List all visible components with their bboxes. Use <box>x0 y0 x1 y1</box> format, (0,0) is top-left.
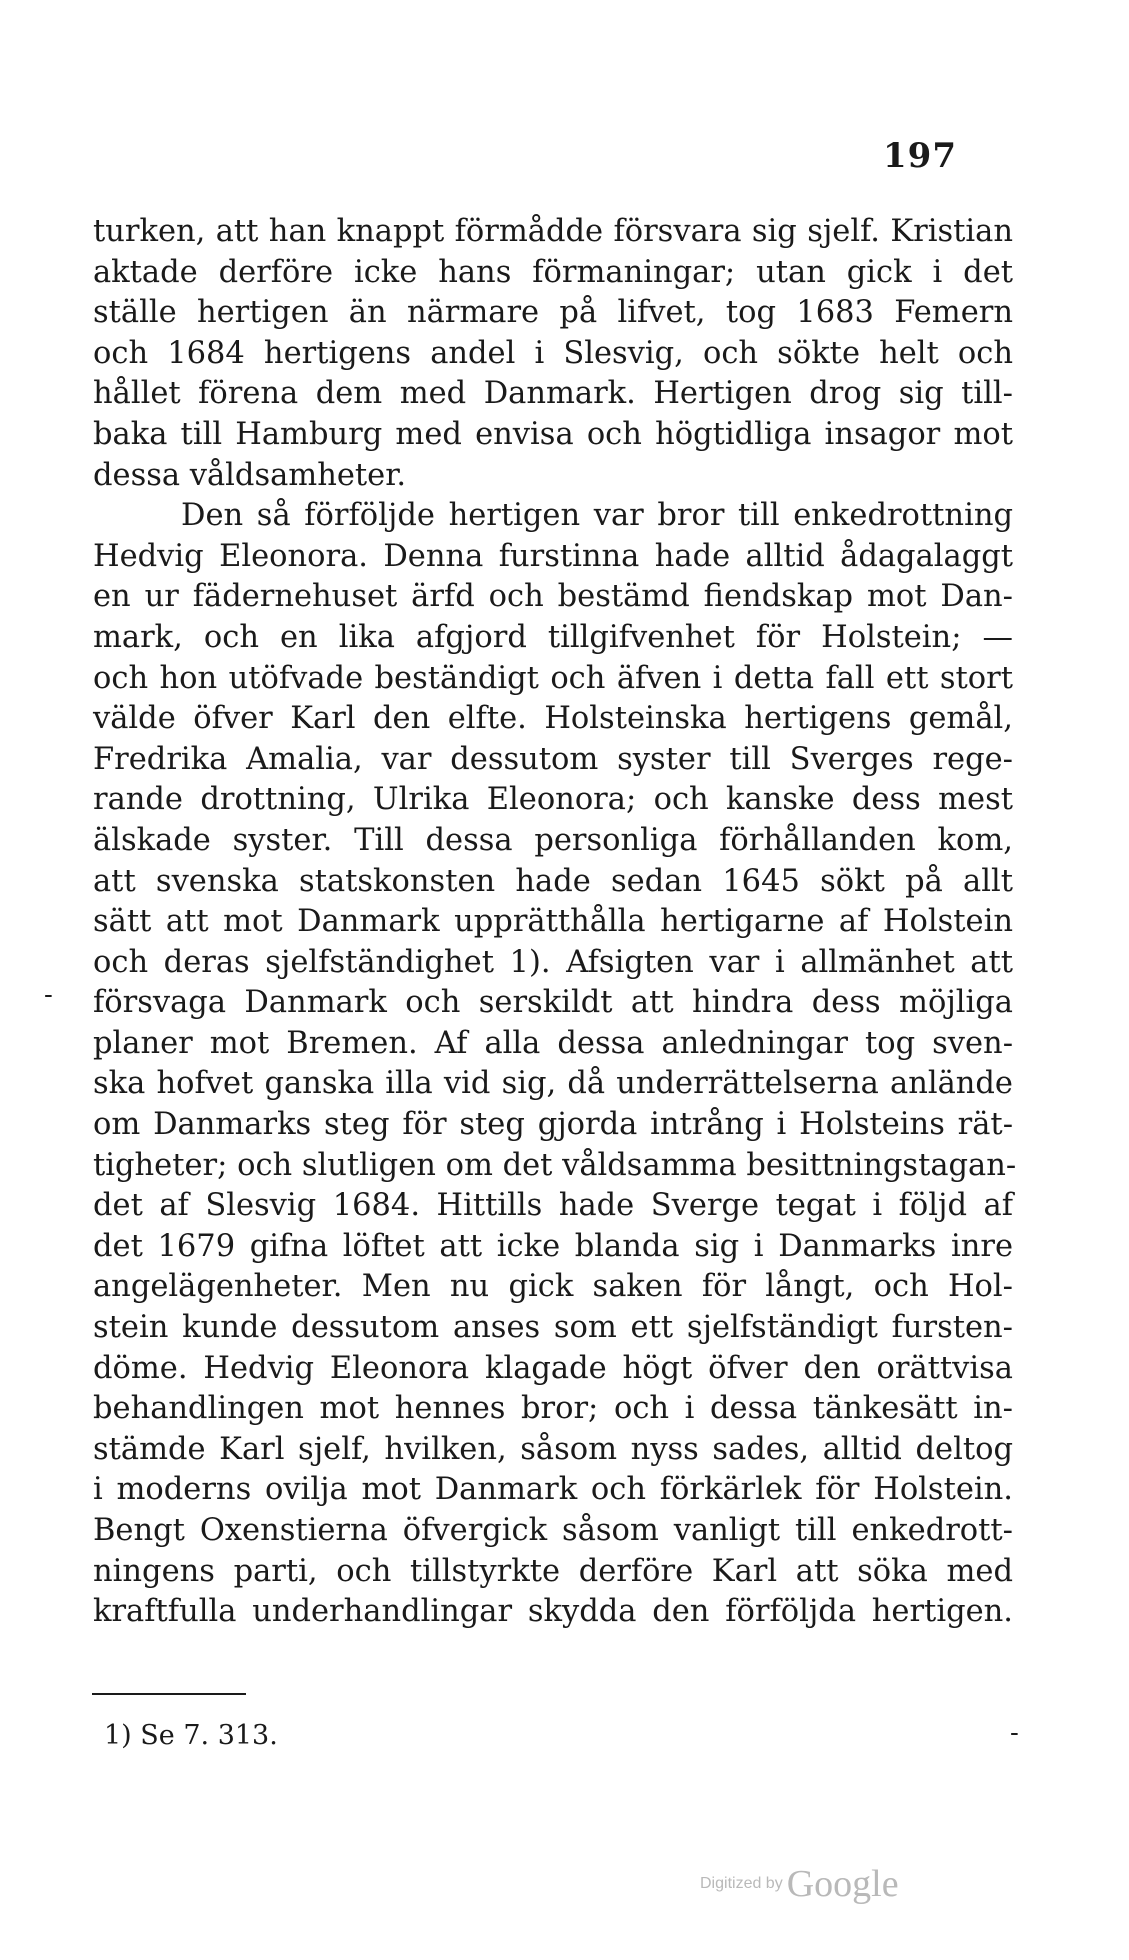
text-line: försvaga Danmark och serskildt att hindra dess möjliga <box>93 985 1013 1021</box>
text-line: sätt att mot Danmark upprätthålla hertigarne af Holstein <box>93 904 1013 940</box>
text-line: i moderns ovilja mot Danmark och förkärlek för Holstein. <box>93 1472 1013 1508</box>
text-line: välde öfver Karl den elfte. Holsteinska hertigens gemål, <box>93 701 1013 737</box>
text-line: ska hofvet ganska illa vid sig, då underrättelserna anlände <box>93 1066 1013 1102</box>
page-number: 197 <box>883 136 957 176</box>
google-logo: Google <box>786 1863 899 1905</box>
footnote-margin-mark: - <box>1010 1718 1019 1748</box>
text-line: en ur fädernehuset ärfd och bestämd fiendskap mot Dan- <box>93 579 1013 615</box>
paragraph-start-line: Den så förföljde hertigen var bror till enkedrottning <box>181 498 1013 534</box>
text-line: det 1679 gifna löftet att icke blanda sig i Danmarks inre <box>93 1228 1013 1264</box>
text-line: ningens parti, och tillstyrkte derföre Karl att söka med <box>93 1553 1013 1589</box>
text-line: älskade syster. Till dessa personliga förhållanden kom, <box>93 822 1013 858</box>
text-line: om Danmarks steg för steg gjorda intrång i Holsteins rät- <box>93 1107 1013 1143</box>
text-line: och hon utöfvade beständigt och äfven i detta fall ett stort <box>93 660 1013 696</box>
text-line: och deras sjelfständighet 1). Afsigten var i allmänhet att <box>93 944 1013 980</box>
text-line: ställe hertigen än närmare på lifvet, tog 1683 Femern <box>93 295 1013 331</box>
text-line: och 1684 hertigens andel i Slesvig, och sökte helt och <box>93 335 1013 371</box>
text-line: Fredrika Amalia, var dessutom syster till Sverges rege- <box>93 741 1013 777</box>
text-line: tigheter; och slutligen om det våldsamma besittningstagan- <box>93 1147 1017 1183</box>
text-line: stämde Karl sjelf, hvilken, såsom nyss sades, alltid deltog <box>93 1431 1013 1467</box>
text-line: planer mot Bremen. Af alla dessa anledningar tog sven- <box>93 1025 1013 1061</box>
watermark-prefix: Digitized by <box>700 1875 783 1892</box>
text-line: aktade derföre icke hans förmaningar; utan gick i det <box>93 254 1013 290</box>
text-line: turken, att han knappt förmådde försvara sig sjelf. Kristian <box>93 214 1013 249</box>
digitized-watermark <box>700 1862 899 1906</box>
text-line: Bengt Oxenstierna öfvergick såsom vanligt till enkedrott- <box>93 1513 1013 1548</box>
text-line: baka till Hamburg med envisa och högtidliga insagor mot <box>93 416 1013 452</box>
text-line: angelägenheter. Men nu gick saken för långt, och Hol- <box>93 1269 1013 1305</box>
text-line: mark, och en lika afgjord tillgifvenhet för Holstein; — <box>93 619 1013 655</box>
text-line: behandlingen mot hennes bror; och i dessa tänkesätt in- <box>93 1391 1013 1427</box>
text-line: kraftfulla underhandlingar skydda den förföljda hertigen. <box>93 1594 1013 1630</box>
margin-mark: - <box>44 980 53 1010</box>
body-text <box>93 212 1017 1633</box>
footnote: 1) Se 7. 313. <box>104 1720 278 1751</box>
text-line: stein kunde dessutom anses som ett sjelfständigt fursten- <box>93 1310 1013 1346</box>
footnote-divider <box>92 1693 246 1695</box>
text-line: rande drottning, Ulrika Eleonora; och kanske dess mest <box>93 782 1013 818</box>
text-line: Hedvig Eleonora. Denna furstinna hade alltid ådagalaggt <box>93 538 1013 574</box>
text-line: hållet förena dem med Danmark. Hertigen drog sig till- <box>93 376 1013 412</box>
text-line: det af Slesvig 1684. Hittills hade Sverge tegat i följd af <box>93 1188 1013 1224</box>
text-line: att svenska statskonsten hade sedan 1645 sökt på allt <box>93 863 1013 899</box>
text-line: döme. Hedvig Eleonora klagade högt öfver den orättvisa <box>93 1350 1013 1386</box>
text-line: dessa våldsamheter. <box>93 457 407 493</box>
